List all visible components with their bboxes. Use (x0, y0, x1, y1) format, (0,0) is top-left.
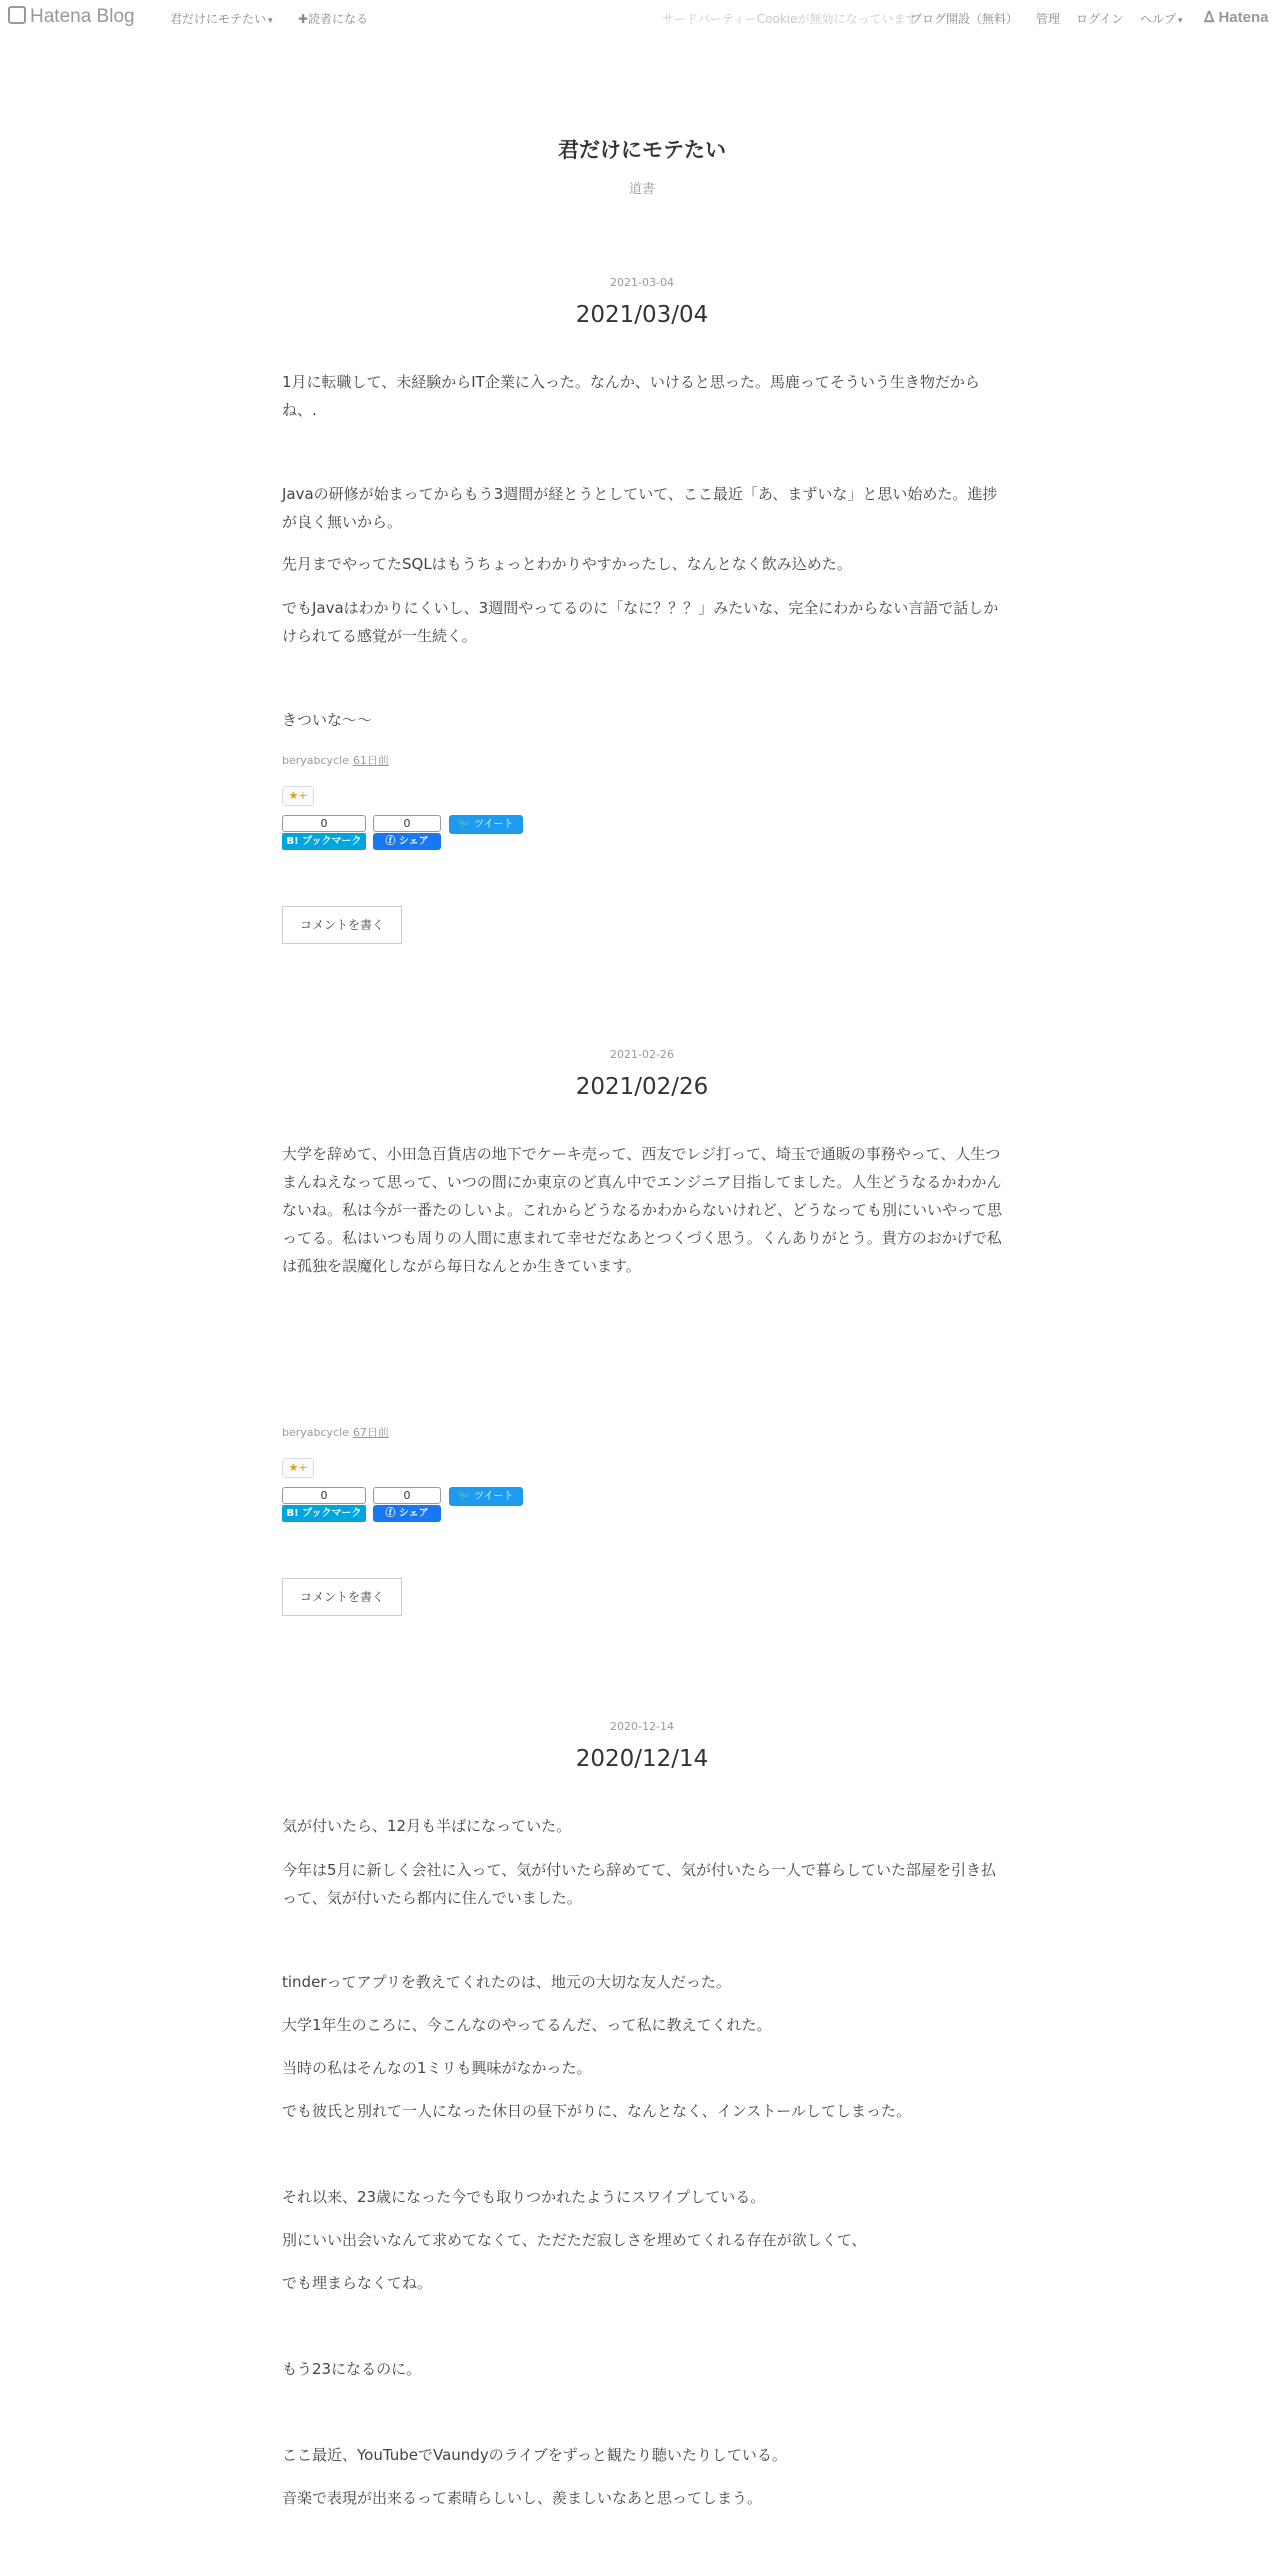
hatena-blog-logo[interactable]: Hatena Blog (8, 6, 135, 28)
facebook-share-widget (373, 815, 441, 850)
blog-title[interactable]: 君だけにモテたい (558, 138, 726, 162)
facebook-share-widget (373, 1487, 441, 1522)
entry-paragraph: 大学1年生のころに、今こんなのやってるんだ、って私に教えてくれた。 (282, 2016, 772, 2034)
entry-time-link[interactable]: 61日前 (352, 754, 389, 767)
entry-paragraph: ここ最近、YouTubeでVaundyのライブをずっと観たり聴いたりしている。 (282, 2446, 787, 2464)
hatena-bookmark-widget (282, 1487, 366, 1522)
facebook-share-button[interactable]: ⓕ シェア (373, 833, 441, 850)
open-blog-link[interactable]: ブログ開設（無料） (910, 12, 1019, 26)
entry-paragraph: 1月に転職して、未経験からIT企業に入った。なんか、いけると思った。馬鹿ってそういう生き物だからね、. (282, 373, 980, 419)
entry-paragraph: でもJavaはわかりにくいし、3週間やってるのに「なに？？？」みたいな、完全にわからない言語で話しかけられてる感覚が一生続く。 (282, 599, 999, 645)
hatena-bookmark-button[interactable]: B! ブックマーク (282, 1505, 366, 1522)
blog-description: 道書 (628, 182, 655, 197)
entry-paragraph: 別にいい出会いなんて求めてなくて、ただただ寂しさを埋めてくれる存在が欲しくて、 (282, 2231, 867, 2249)
entry-meta (282, 1424, 389, 1440)
login-link[interactable]: ログイン (1076, 12, 1124, 26)
help-menu[interactable]: ヘルプ ▾ (1140, 12, 1183, 26)
write-comment-button[interactable]: コメントを書く (282, 906, 402, 944)
bookmark-count: 0 (282, 815, 366, 832)
entry-paragraph: きついな〜〜 (282, 711, 373, 729)
twitter-bird-icon: 🐦 (458, 1491, 471, 1502)
entry-paragraph: Javaの研修が始まってからもう3週間が経とうとしていて、ここ最近「あ、まずいな」と思い始めた。進捗が良く無いから。 (282, 485, 998, 531)
entry-date[interactable]: 2021-02-26 (610, 1048, 674, 1061)
hatena-bookmark-button[interactable]: B! ブックマーク (282, 833, 366, 850)
entry-paragraph: tinderってアプリを教えてくれたのは、地元の大切な友人だった。 (282, 1973, 731, 1991)
entry-title[interactable]: 2021/03/04 (575, 302, 709, 328)
hatena-logo[interactable]: ᐃ Hatena (1204, 9, 1269, 26)
share-count: 0 (373, 815, 441, 832)
share-count: 0 (373, 1487, 441, 1504)
entry-paragraph: もう23になるのに。 (282, 2360, 422, 2378)
entry-paragraph: でも埋まらなくてね。 (282, 2274, 433, 2292)
facebook-share-button[interactable]: ⓕ シェア (373, 1505, 441, 1522)
subscribe-reader-button[interactable]: ✚読者になる (298, 12, 369, 26)
write-comment-button[interactable]: コメントを書く (282, 1578, 402, 1616)
entry-title[interactable]: 2021/02/26 (575, 1074, 709, 1100)
entry-meta (282, 752, 389, 768)
tweet-button[interactable]: 🐦 ツイート (449, 1487, 523, 1506)
admin-link[interactable]: 管理 (1036, 12, 1061, 26)
blog-menu[interactable]: 君だけにモテたい ▾ (170, 12, 273, 26)
top-navigation-bar (0, 0, 1284, 38)
twitter-bird-icon: 🐦 (458, 819, 471, 830)
entry-paragraph: 気が付いたら、12月も半ばになっていた。 (282, 1817, 572, 1835)
hatena-bookmark-widget (282, 815, 366, 850)
add-star-button[interactable]: ★+ (282, 1458, 314, 1478)
entry-paragraph: でも彼氏と別れて一人になった休日の昼下がりに、なんとなく、インストールしてしまった。 (282, 2102, 911, 2120)
hatena-mark-icon: ᐃ (1204, 9, 1215, 26)
entry-paragraph: 大学を辞めて、小田急百貨店の地下でケーキ売って、西友でレジ打って、埼玉で通販の事務やって、人生つまんねえなって思って、いつの間にか東京のど真ん中でエンジニア目指してました。人生どうなるかわかんないね。私は今が一番たのしいよ。これからどうなるかわからないけれど、どうなっても別にいいやって思ってる。私はいつも周りの人間に恵まれて幸せだなあとつくづく思う。くんありがとう。貴方のおかげで私は孤独を誤魔化しながら毎日なんとか生きています。 (282, 1145, 1003, 1275)
caret-down-icon: ▾ (268, 16, 273, 26)
entry-paragraph: 音楽で表現が出来るって素晴らしいし、羨ましいなあと思ってしまう。 (282, 2489, 763, 2507)
entry-paragraph: 今年は5月に新しく会社に入って、気が付いたら辞めてて、気が付いたら一人で暮らしていた部屋を引き払って、気が付いたら都内に住んでいました。 (282, 1861, 996, 1907)
author-link[interactable]: beryabcycle (282, 1426, 349, 1439)
cookie-notice: サードパーティーCookieが無効になっています (662, 12, 918, 26)
entry-paragraph: 当時の私はそんなの1ミリも興味がなかった。 (282, 2059, 592, 2077)
tweet-button[interactable]: 🐦 ツイート (449, 815, 523, 834)
author-link[interactable]: beryabcycle (282, 754, 349, 767)
entry-date[interactable]: 2020-12-14 (610, 1720, 674, 1733)
entry-time-link[interactable]: 67日前 (352, 1426, 389, 1439)
hatena-logo-icon (8, 6, 26, 24)
add-star-button[interactable]: ★+ (282, 786, 314, 806)
entry-title[interactable]: 2020/12/14 (575, 1746, 709, 1772)
caret-down-icon: ▾ (1178, 16, 1183, 26)
entry-paragraph: 先月までやってたSQLはもうちょっとわかりやすかったし、なんとなく飲み込めた。 (282, 555, 852, 573)
entry-date[interactable]: 2021-03-04 (610, 276, 674, 289)
entry-paragraph: それ以来、23歳になった今でも取りつかれたようにスワイプしている。 (282, 2188, 766, 2206)
bookmark-count: 0 (282, 1487, 366, 1504)
